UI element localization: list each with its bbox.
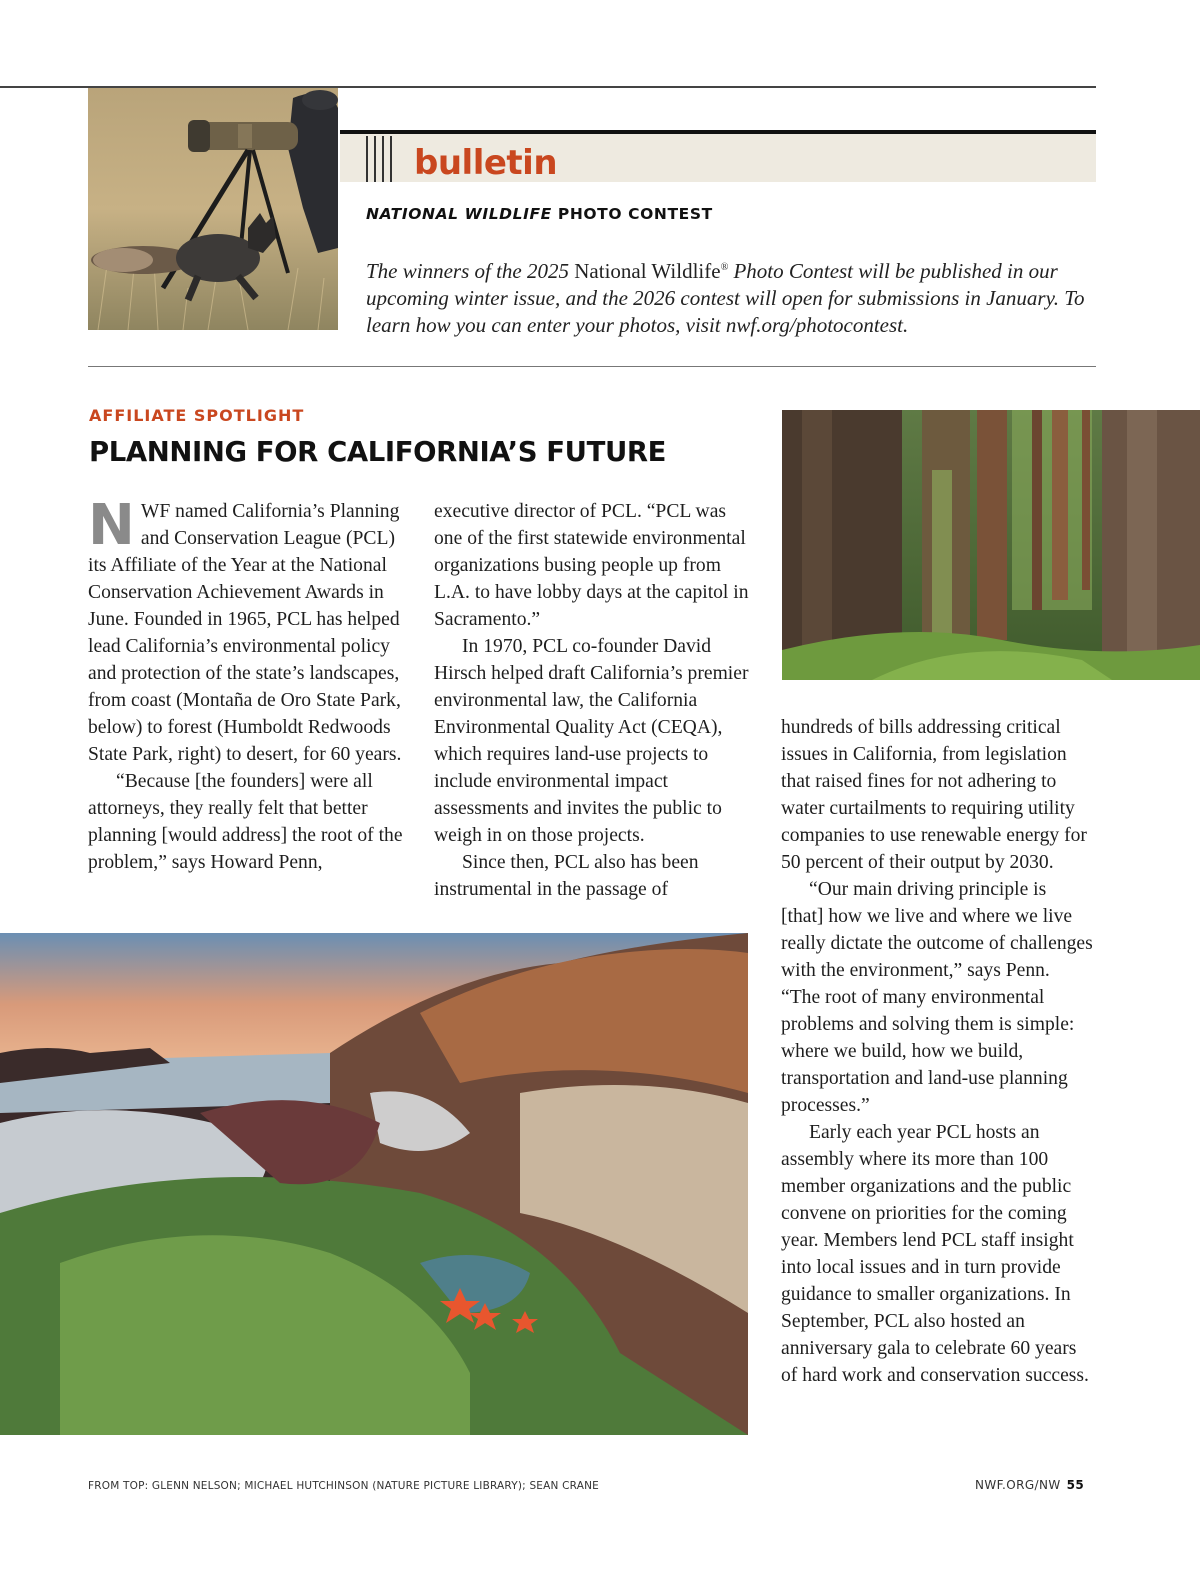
article-column-1 (88, 493, 406, 876)
paragraph-4: Since then, PCL also has been instrumental in the passage of (434, 852, 699, 900)
registered-mark: ® (720, 262, 729, 273)
paragraph-3: In 1970, PCL co-founder David Hirsch helped draft California’s premier environmental law, the California Environmental Quality Act (CEQA), which requires land-use projects to include environmental impact assessments and invites the public to weigh in on those projects. (434, 636, 749, 846)
paragraph-1 (88, 493, 406, 768)
paragraph-6: Early each year PCL hosts an assembly where its more than 100 member organizations and the public convene on priorities for the coming year. Members lend PCL staff insight into local issues and in turn provide guidance to smaller organizations. In September, PCL also hosted an anniversary gala to celebrate 60 years of hard work and conservation success. (781, 1122, 1089, 1386)
paragraph-2 (88, 768, 406, 876)
folio (975, 1478, 1084, 1492)
paragraph-5: “Our main driving principle is [that] how we live and where we live really dictate the outcome of challenges with the environment,” says Penn. “The root of many environmental problems and solving them is simple: where we build, how we build, transportation and land-use planning processes.” (781, 879, 1093, 1116)
contest-body (366, 254, 1086, 339)
contest-body-part2: Photo Contest will be published in our upcoming winter issue, and the 2026 contest will open for submissions in January. To learn how you can enter your photos, visit nwf.org/photocontest. (366, 259, 1085, 337)
banner-bars-ornament (366, 136, 392, 182)
paragraph-2-text: “Because [the founders] were all attorneys, they really felt that better planning [would address] the root of the problem,” says Howard Penn, (88, 771, 403, 873)
photo-fox-photographer (88, 88, 338, 330)
section-title: bulletin (414, 143, 558, 183)
site-url: NWF.ORG/NW (975, 1478, 1061, 1492)
contest-headline-italic: NATIONAL WILDLIFE (366, 205, 552, 223)
article-column-2 (434, 498, 752, 903)
drop-cap: N (88, 493, 135, 558)
photo-montana-de-oro-coast (0, 933, 748, 1435)
contest-headline-rest: PHOTO CONTEST (557, 205, 713, 223)
contest-headline (366, 205, 713, 223)
paragraph-4-cont: hundreds of bills addressing critical issues in California, from legislation that raised fines for not adhering to water curtailments to requiring utility companies to use renewable energy for 50 percent of their output by 2030. (781, 717, 1087, 873)
photo-redwoods (782, 410, 1200, 680)
article-column-3 (781, 714, 1093, 1389)
kicker: AFFILIATE SPOTLIGHT (89, 406, 305, 425)
contest-body-brand: National Wildlife (574, 259, 721, 283)
photo-credits: FROM TOP: GLENN NELSON; MICHAEL HUTCHINSON (NATURE PICTURE LIBRARY); SEAN CRANE (88, 1480, 599, 1492)
page-number: 55 (1066, 1478, 1085, 1492)
section-divider (88, 366, 1096, 367)
contest-body-part1: The winners of the 2025 (366, 259, 575, 283)
article-headline: PLANNING FOR CALIFORNIA’S FUTURE (89, 436, 667, 468)
paragraph-1-text: WF named California’s Planning and Conservation League (PCL) its Affiliate of the Year at the National Conservation Achievement Awards in June. Founded in 1965, PCL has helped lead California’s environmental policy and protection of the state’s landscapes, from coast (Montaña de Oro State Park, below) to forest (Humboldt Redwoods State Park, right) to desert, for 60 years. (88, 501, 402, 765)
paragraph-2-cont: executive director of PCL. “PCL was one of the first statewide environmental organizations busing people up from L.A. to have lobby days at the capitol in Sacramento.” (434, 501, 749, 630)
